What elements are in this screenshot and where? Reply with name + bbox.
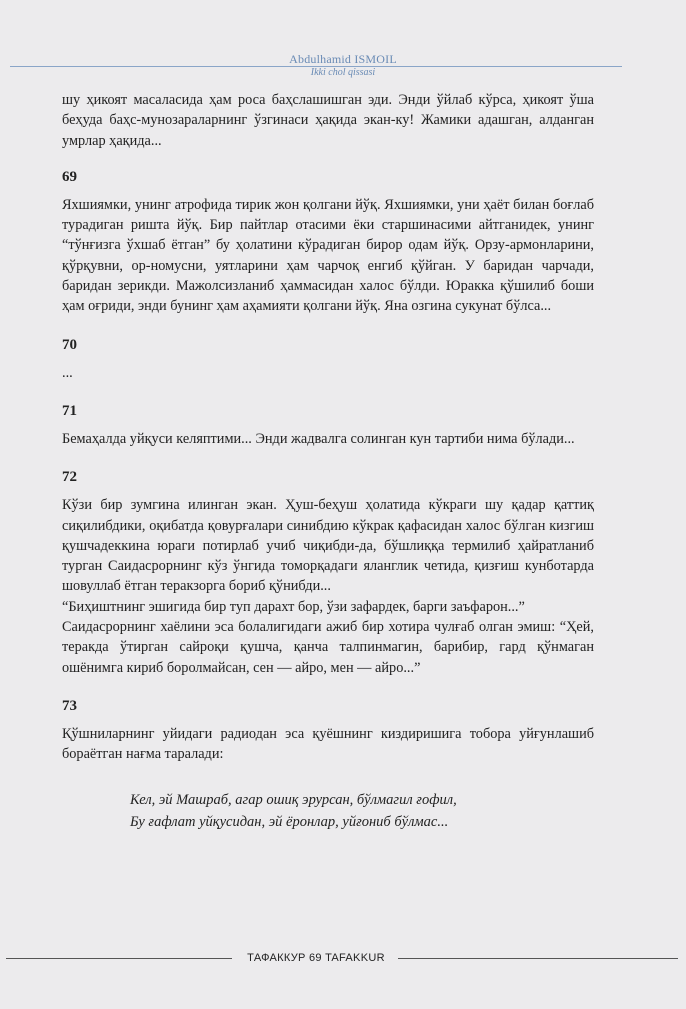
header-rule [10, 66, 622, 67]
footer-rule-left [6, 958, 232, 959]
section-paragraph: Яхшиямки, унинг атрофида тирик жон қолгани йўқ. Яхшиямки, уни ҳаёт билан боғлаб турадиган ришта йўқ. Бир пайтлар отасими ёки старшинасими айтганидек, унинг “тўнғизга ўхшаб ётган” бу ҳолатини кўрадиган бирор одам йўқ. Орзу-армонларини, қўрқувни, ор-номусни, уятларини ҳам чарчоқ енгиб қўйган. У баридан чарчади, баридан зерикди. Мажолсизланиб ҳаммасидан халос бўлди. Юракка қўшилиб боши ҳам оғриди, энди бунинг ҳам аҳамияти қолгани йўқ. Яна озгина сукунат бўлса... [62, 196, 594, 315]
section-paragraph: Бемаҳалда уйқуси келяптими... Энди жадвалга солинган кун тартиби нима бўлади... [62, 430, 575, 447]
poem-line: Бу ғафлат уйқусидан, эй ёронлар, уйғониб бўлмас... [130, 813, 449, 830]
section-73 [62, 696, 594, 765]
section-paragraph: “Биҳиштнинг эшигида бир туп дарахт бор, ўзи зафардек, барги заъфарон...” [62, 598, 525, 615]
section-69 [62, 167, 594, 317]
section-71 [62, 401, 594, 449]
section-paragraph: Саидасрорнинг хаёлини эса болалигидаги ажиб бир хотира чулғаб олган эмиш: “Ҳей, теракда ўтирган сайроқи қушча, қанча талпинмагин, барибир, гард қўнмаган ошёнимга кириб боролмайсан, сен — айро, мен — айро...” [62, 619, 594, 676]
section-number: 69 [62, 168, 77, 185]
article-body [62, 90, 594, 833]
section-paragraph: Кўзи бир зумгина илинган экан. Ҳуш-беҳуш ҳолатида кўкраги шу қадар қаттиқ сиқилибдики, оқибатда қовурғалари синибдию кўкрак қафасидан халос бўлган кизгиш қушчадеккина юраги потирлаб учиб чиқибди-да, бўшлиққа термилиб ҳайратланиб турган Саидасрорнинг кўз ўнгида томорқадаги яланглик четида, қизғиш кунботарда шовуллаб ётган теракзорга бориб қўнибди... [62, 497, 594, 595]
intro-paragraph: шу ҳикоят масаласида ҳам роса баҳслашишган эди. Энди ўйлаб кўрса, ҳикоят ўша беҳуда баҳс-мунозараларнинг ўзгинаси ҳақида экан-ку! Жамики адашган, алданган умрлар ҳақида... [62, 92, 594, 149]
poem-line: Кел, эй Машраб, агар ошиқ эрурсан, бўлмагил ғофил, [130, 791, 457, 808]
section-number: 73 [62, 697, 77, 714]
running-header [0, 52, 686, 79]
section-number: 71 [62, 402, 77, 419]
footer-rule-right [398, 958, 678, 959]
section-paragraph: ... [62, 364, 73, 381]
footer-label: ТАФАККУР 69 TAFAKKUR [247, 952, 385, 964]
section-number: 72 [62, 469, 77, 486]
section-70 [62, 335, 594, 383]
header-author: Abdulhamid ISMOIL [289, 52, 397, 66]
section-number: 70 [62, 336, 77, 353]
page-footer [0, 949, 686, 969]
section-paragraph: Қўшниларнинг уйидаги радиодан эса қуёшнинг киздиришига тобора уйғунлашиб бораётган нағма таралади: [62, 725, 594, 763]
header-work-title: Ikki chol qissasi [310, 67, 376, 78]
poem-quote [130, 789, 594, 833]
section-72 [62, 467, 594, 678]
